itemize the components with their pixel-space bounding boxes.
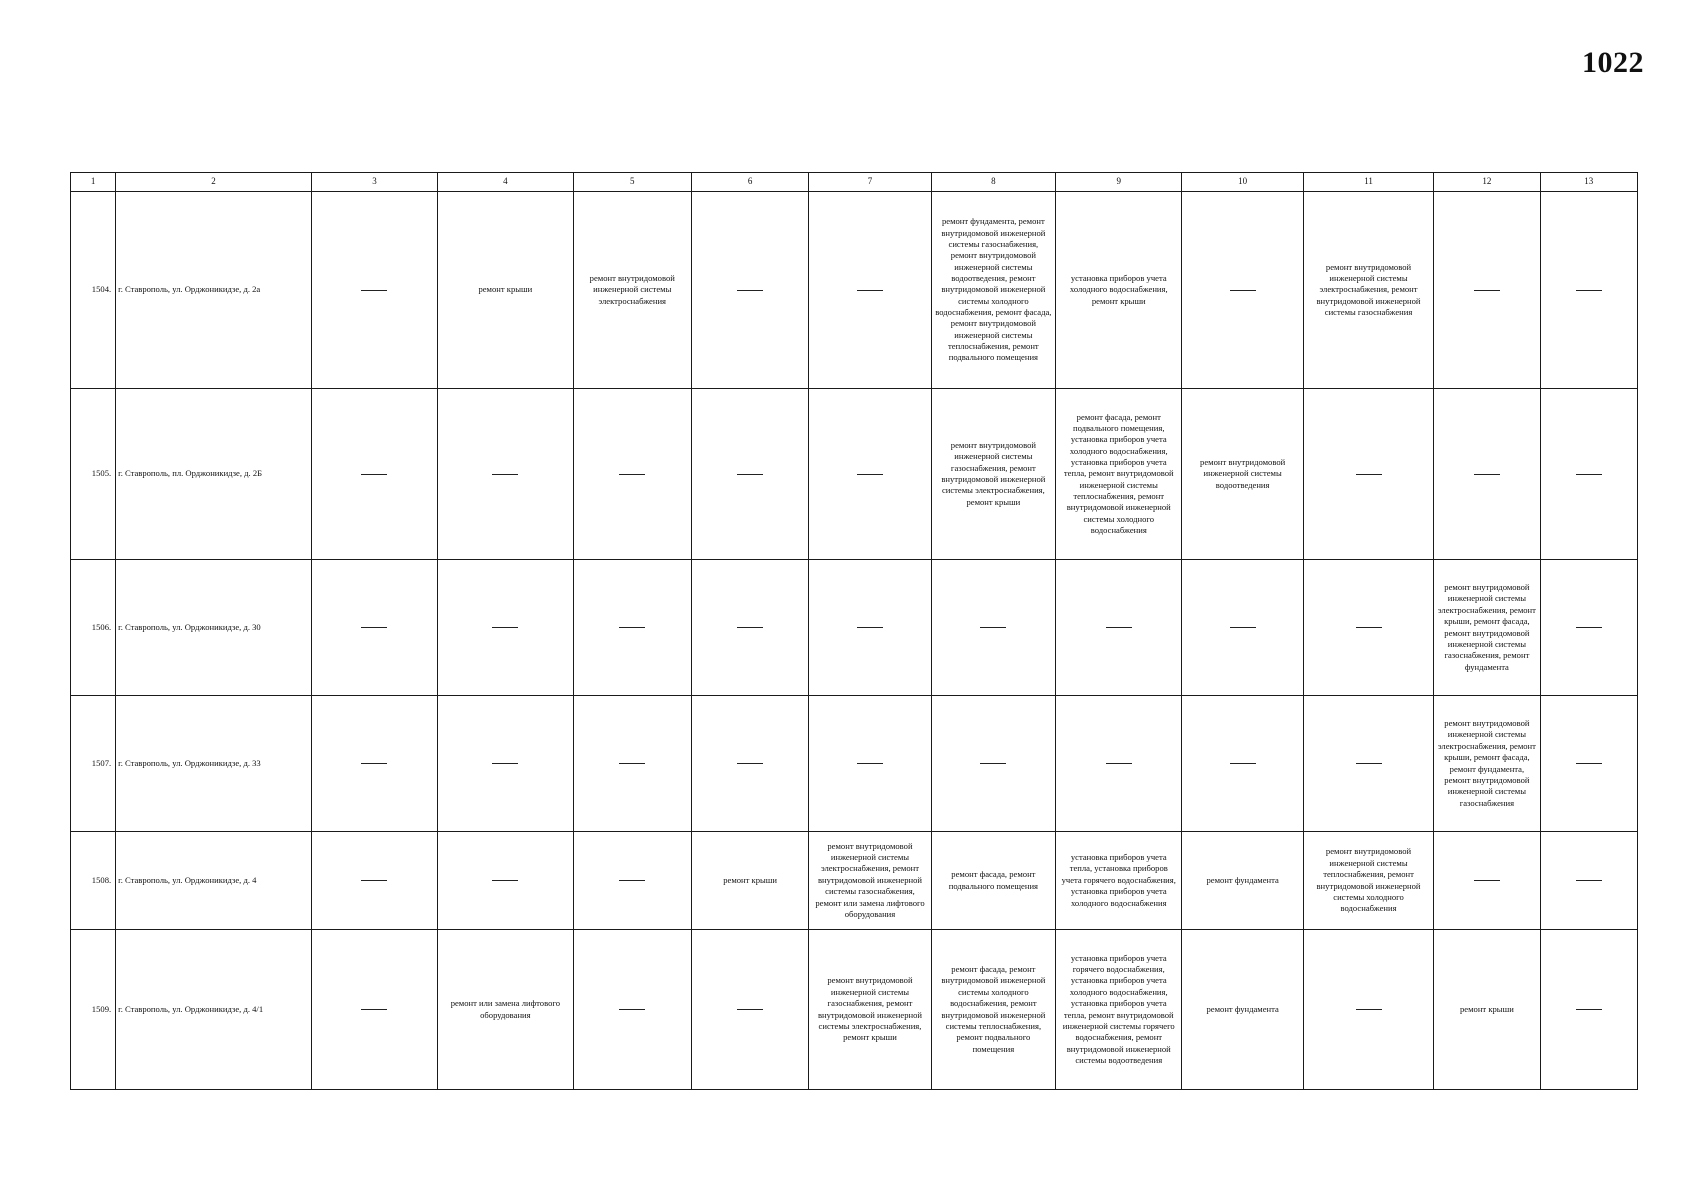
empty-dash [1576, 1009, 1602, 1010]
empty-dash [1356, 627, 1382, 628]
work-cell [1303, 389, 1433, 560]
empty-dash [737, 1009, 763, 1010]
work-cell [1303, 560, 1433, 696]
empty-dash [492, 474, 518, 475]
work-cell [438, 389, 573, 560]
work-cell [573, 560, 691, 696]
empty-dash [619, 763, 645, 764]
column-header: 11 [1303, 173, 1433, 192]
work-cell [1540, 832, 1637, 930]
empty-dash [361, 627, 387, 628]
empty-dash [1576, 880, 1602, 881]
work-cell [573, 832, 691, 930]
empty-dash [361, 880, 387, 881]
work-cell [1540, 930, 1637, 1090]
work-cell [1303, 696, 1433, 832]
column-header: 13 [1540, 173, 1637, 192]
table-row [71, 930, 1638, 1090]
empty-dash [857, 763, 883, 764]
work-cell: ремонт фундамента, ремонт внутридомовой инженерной системы газоснабжения, ремонт внутридомовой инженерной системы водоотведения, ремонт внутридомовой инженерной системы холодного водоснабжения, ремонт фасада, ремонт внутридомовой инженерной системы теплоснабжения, ремонт подвального помещения [931, 192, 1055, 389]
empty-dash [1474, 290, 1500, 291]
work-cell [438, 832, 573, 930]
work-cell: ремонт внутридомовой инженерной системы электроснабжения, ремонт внутридомовой инженерной системы газоснабжения, ремонт или замена лифтового оборудования [809, 832, 931, 930]
empty-dash [980, 763, 1006, 764]
work-cell: ремонт крыши [1434, 930, 1540, 1090]
work-cell [1540, 696, 1637, 832]
address-cell: г. Ставрополь, пл. Орджоникидзе, д. 2Б [116, 389, 312, 560]
empty-dash [619, 1009, 645, 1010]
empty-dash [619, 627, 645, 628]
column-header: 4 [438, 173, 573, 192]
work-cell [311, 389, 437, 560]
empty-dash [1230, 290, 1256, 291]
empty-dash [1106, 763, 1132, 764]
work-cell [311, 832, 437, 930]
row-number: 1507. [71, 696, 116, 832]
work-cell: ремонт или замена лифтового оборудования [438, 930, 573, 1090]
work-cell [573, 696, 691, 832]
column-header: 10 [1182, 173, 1303, 192]
work-cell [311, 560, 437, 696]
work-cell: ремонт фасада, ремонт подвального помещения, установка приборов учета холодного водоснабжения, установка приборов учета тепла, ремонт внутридомовой инженерной системы теплоснабжения, ремонт внутридомовой инженерной системы холодного водоснабжения [1056, 389, 1182, 560]
row-number: 1506. [71, 560, 116, 696]
work-cell [1434, 832, 1540, 930]
empty-dash [361, 1009, 387, 1010]
empty-dash [619, 474, 645, 475]
work-cell: ремонт фундамента [1182, 832, 1303, 930]
work-cell: ремонт внутридомовой инженерной системы водоотведения [1182, 389, 1303, 560]
work-cell: ремонт внутридомовой инженерной системы газоснабжения, ремонт внутридомовой инженерной системы электроснабжения, ремонт крыши [931, 389, 1055, 560]
column-header: 7 [809, 173, 931, 192]
work-cell [1056, 560, 1182, 696]
empty-dash [1576, 290, 1602, 291]
page-number: 1022 [1582, 46, 1644, 79]
empty-dash [492, 763, 518, 764]
empty-dash [492, 880, 518, 881]
work-cell [1303, 930, 1433, 1090]
empty-dash [737, 474, 763, 475]
work-cell: ремонт крыши [438, 192, 573, 389]
work-cell: ремонт крыши [691, 832, 808, 930]
work-cell: ремонт внутридомовой инженерной системы газоснабжения, ремонт внутридомовой инженерной системы электроснабжения, ремонт крыши [809, 930, 931, 1090]
column-header: 3 [311, 173, 437, 192]
empty-dash [980, 627, 1006, 628]
empty-dash [1106, 627, 1132, 628]
work-cell [691, 192, 808, 389]
empty-dash [1230, 763, 1256, 764]
empty-dash [737, 763, 763, 764]
address-cell: г. Ставрополь, ул. Орджоникидзе, д. 4 [116, 832, 312, 930]
work-cell [691, 696, 808, 832]
empty-dash [361, 763, 387, 764]
table-row [71, 832, 1638, 930]
column-header: 1 [71, 173, 116, 192]
empty-dash [1576, 627, 1602, 628]
column-header: 9 [1056, 173, 1182, 192]
column-header: 12 [1434, 173, 1540, 192]
work-cell [1182, 696, 1303, 832]
empty-dash [1356, 763, 1382, 764]
empty-dash [1576, 474, 1602, 475]
table-row [71, 389, 1638, 560]
row-number: 1505. [71, 389, 116, 560]
work-cell [931, 560, 1055, 696]
work-cell [1182, 192, 1303, 389]
work-cell [691, 560, 808, 696]
work-cell: ремонт фасада, ремонт подвального помещения [931, 832, 1055, 930]
work-cell [573, 389, 691, 560]
work-cell [931, 696, 1055, 832]
work-cell: ремонт фасада, ремонт внутридомовой инженерной системы холодного водоснабжения, ремонт внутридомовой инженерной системы теплоснабжения, ремонт подвального помещения [931, 930, 1055, 1090]
row-number: 1509. [71, 930, 116, 1090]
work-cell [573, 930, 691, 1090]
empty-dash [1230, 627, 1256, 628]
work-cell: ремонт внутридомовой инженерной системы электроснабжения, ремонт крыши, ремонт фасада, ремонт внутридомовой инженерной системы газоснабжения, ремонт фундамента [1434, 560, 1540, 696]
work-cell [809, 560, 931, 696]
empty-dash [857, 474, 883, 475]
table-row [71, 560, 1638, 696]
work-cell [311, 696, 437, 832]
work-cell [1182, 560, 1303, 696]
work-cell [311, 192, 437, 389]
repair-schedule-table [70, 172, 1638, 1090]
address-cell: г. Ставрополь, ул. Орджоникидзе, д. 4/1 [116, 930, 312, 1090]
work-cell: ремонт внутридомовой инженерной системы электроснабжения, ремонт крыши, ремонт фасада, ремонт фундамента, ремонт внутридомовой инженерной системы газоснабжения [1434, 696, 1540, 832]
work-cell [1540, 389, 1637, 560]
empty-dash [857, 290, 883, 291]
work-cell [311, 930, 437, 1090]
empty-dash [857, 627, 883, 628]
work-cell [809, 389, 931, 560]
empty-dash [492, 627, 518, 628]
work-cell [1056, 696, 1182, 832]
work-cell [1540, 560, 1637, 696]
empty-dash [1474, 880, 1500, 881]
empty-dash [361, 290, 387, 291]
address-cell: г. Ставрополь, ул. Орджоникидзе, д. 33 [116, 696, 312, 832]
work-cell [691, 389, 808, 560]
empty-dash [1356, 474, 1382, 475]
work-cell: установка приборов учета холодного водоснабжения, ремонт крыши [1056, 192, 1182, 389]
header-row [71, 173, 1638, 192]
address-cell: г. Ставрополь, ул. Орджоникидзе, д. 30 [116, 560, 312, 696]
table-row [71, 192, 1638, 389]
work-cell: ремонт фундамента [1182, 930, 1303, 1090]
work-cell: ремонт внутридомовой инженерной системы электроснабжения, ремонт внутридомовой инженерной системы газоснабжения [1303, 192, 1433, 389]
empty-dash [737, 627, 763, 628]
row-number: 1508. [71, 832, 116, 930]
empty-dash [737, 290, 763, 291]
work-cell [438, 560, 573, 696]
work-cell: ремонт внутридомовой инженерной системы электроснабжения [573, 192, 691, 389]
work-cell [809, 696, 931, 832]
work-cell [691, 930, 808, 1090]
empty-dash [1356, 1009, 1382, 1010]
empty-dash [361, 474, 387, 475]
work-cell [438, 696, 573, 832]
work-cell [1434, 389, 1540, 560]
work-cell: ремонт внутридомовой инженерной системы теплоснабжения, ремонт внутридомовой инженерной системы холодного водоснабжения [1303, 832, 1433, 930]
column-header: 8 [931, 173, 1055, 192]
empty-dash [1576, 763, 1602, 764]
row-number: 1504. [71, 192, 116, 389]
work-cell: установка приборов учета горячего водоснабжения, установка приборов учета холодного водоснабжения, установка приборов учета тепла, ремонт внутридомовой инженерной системы горячего водоснабжения, ремонт внутридомовой инженерной системы водоотведения [1056, 930, 1182, 1090]
work-cell [809, 192, 931, 389]
work-cell: установка приборов учета тепла, установка приборов учета горячего водоснабжения, установка приборов учета холодного водоснабжения [1056, 832, 1182, 930]
table-row [71, 696, 1638, 832]
empty-dash [619, 880, 645, 881]
empty-dash [1474, 474, 1500, 475]
address-cell: г. Ставрополь, ул. Орджоникидзе, д. 2а [116, 192, 312, 389]
work-cell [1540, 192, 1637, 389]
column-header: 6 [691, 173, 808, 192]
column-header: 5 [573, 173, 691, 192]
column-header: 2 [116, 173, 312, 192]
work-cell [1434, 192, 1540, 389]
